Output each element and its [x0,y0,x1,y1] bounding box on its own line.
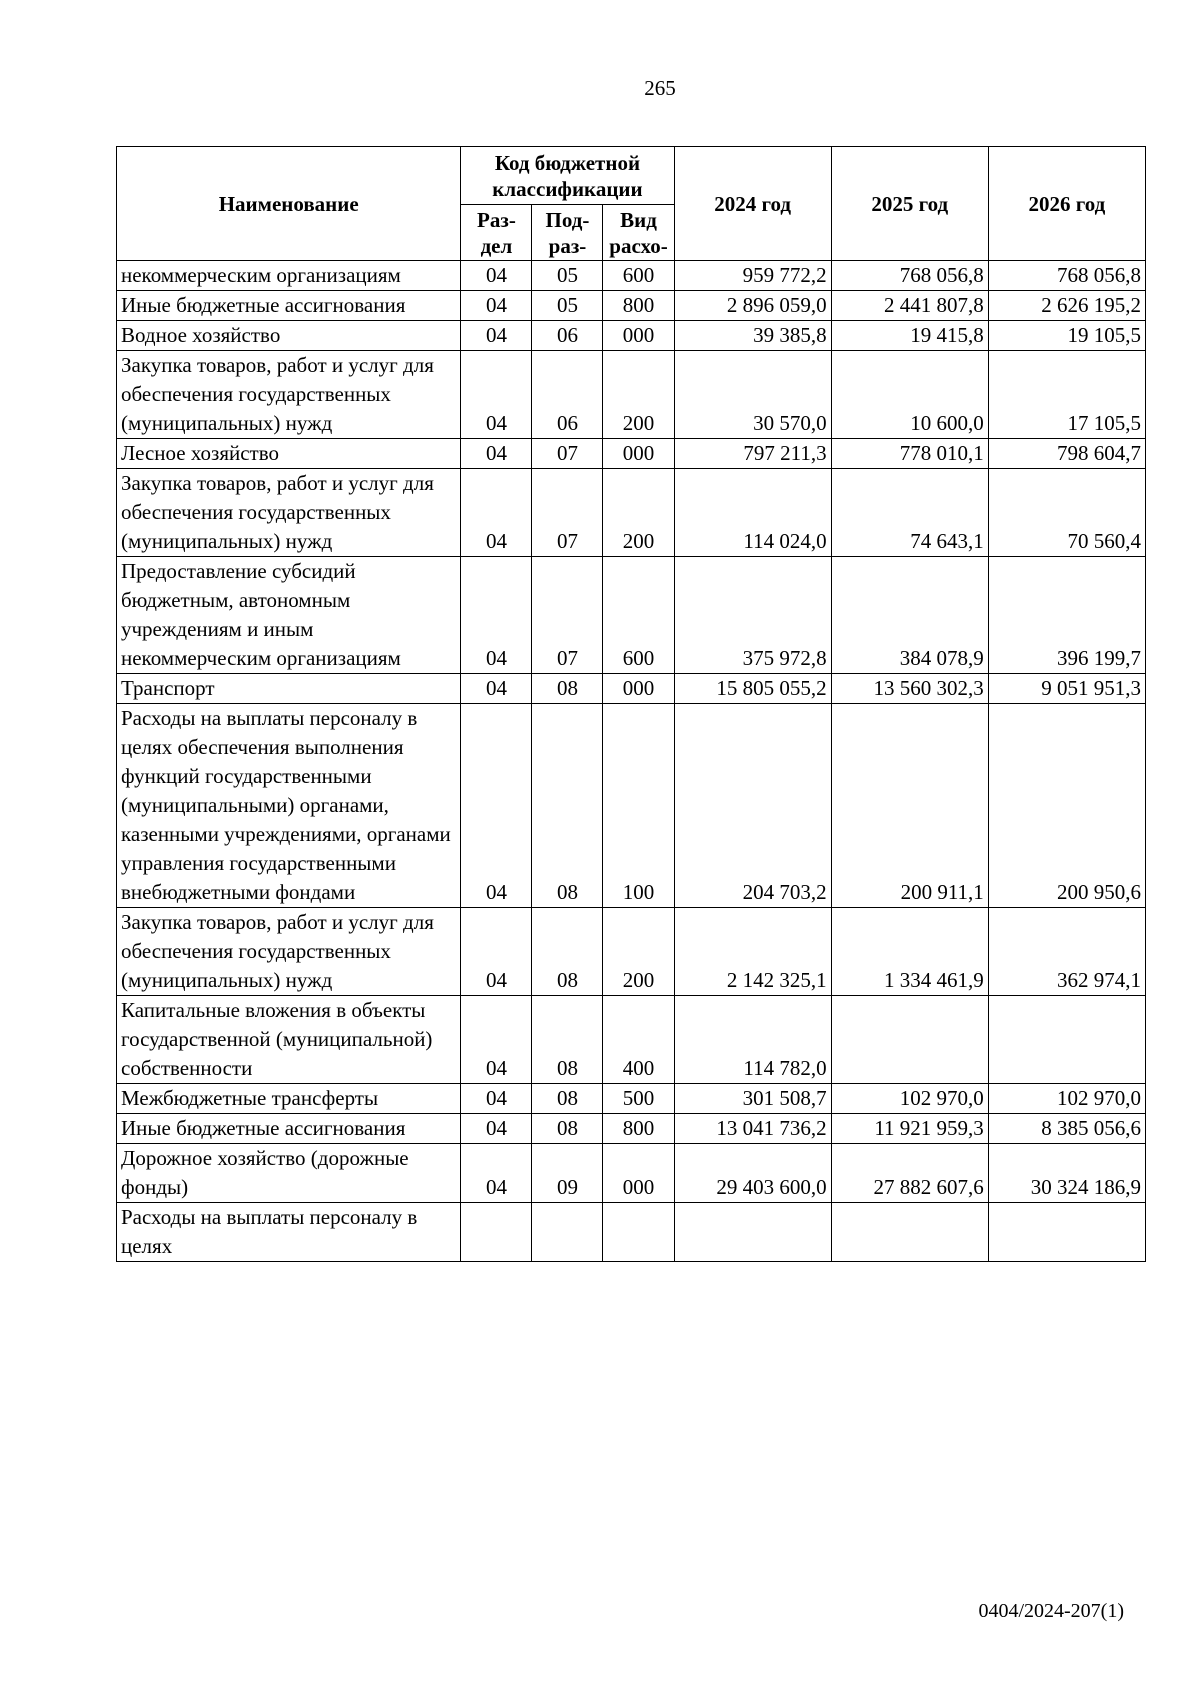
row-2025-cell: 1 334 461,9 [831,908,988,996]
row-2024-cell: 114 782,0 [674,996,831,1084]
row-section-cell: 04 [461,291,532,321]
row-name-cell: Межбюджетные трансферты [117,1084,461,1114]
row-type-cell: 600 [603,557,674,674]
row-section-cell: 04 [461,704,532,908]
row-2026-cell: 30 324 186,9 [988,1144,1145,1203]
table-row [117,908,1146,996]
row-name-cell: Расходы на выплаты персоналу в целях [117,1203,461,1262]
row-2024-cell: 30 570,0 [674,351,831,439]
row-type-cell: 200 [603,351,674,439]
header-2026: 2026 год [988,147,1145,261]
header-subsection: Под- раз- [532,205,603,261]
table-row [117,1144,1146,1203]
row-type-cell: 600 [603,261,674,291]
row-2024-cell: 39 385,8 [674,321,831,351]
row-name-cell: Расходы на выплаты персоналу в целях обеспечения выполнения функций государственными (муниципальными) органами, казенными учреждениями, органами управления государственными внебюджетными фондами [117,704,461,908]
row-section-cell [461,1203,532,1262]
row-section-cell: 04 [461,996,532,1084]
row-2024-cell: 29 403 600,0 [674,1144,831,1203]
row-subsection-cell [532,1203,603,1262]
row-2026-cell: 2 626 195,2 [988,291,1145,321]
row-2025-cell: 27 882 607,6 [831,1144,988,1203]
row-section-cell: 04 [461,321,532,351]
header-name: Наименование [117,147,461,261]
row-type-cell: 800 [603,291,674,321]
row-section-cell: 04 [461,908,532,996]
row-subsection-cell: 05 [532,291,603,321]
document-code: 0404/2024-207(1) [978,1600,1124,1622]
row-section-cell: 04 [461,469,532,557]
row-subsection-cell: 08 [532,674,603,704]
row-2026-cell: 19 105,5 [988,321,1145,351]
header-expense-type: Вид расхо- [603,205,674,261]
row-name-cell: Закупка товаров, работ и услуг для обеспечения государственных (муниципальных) нужд [117,469,461,557]
row-name-cell: Закупка товаров, работ и услуг для обеспечения государственных (муниципальных) нужд [117,908,461,996]
row-section-cell: 04 [461,439,532,469]
row-name-cell: Иные бюджетные ассигнования [117,1114,461,1144]
table-row [117,321,1146,351]
row-2026-cell: 798 604,7 [988,439,1145,469]
table-row [117,291,1146,321]
row-2026-cell: 200 950,6 [988,704,1145,908]
row-name-cell: Капитальные вложения в объекты государственной (муниципальной) собственности [117,996,461,1084]
row-2025-cell: 2 441 807,8 [831,291,988,321]
row-2024-cell: 114 024,0 [674,469,831,557]
row-type-cell: 200 [603,469,674,557]
row-2025-cell: 11 921 959,3 [831,1114,988,1144]
row-2026-cell: 70 560,4 [988,469,1145,557]
row-2024-cell: 204 703,2 [674,704,831,908]
row-name-cell: Закупка товаров, работ и услуг для обеспечения государственных (муниципальных) нужд [117,351,461,439]
table-row [117,469,1146,557]
row-2024-cell: 2 896 059,0 [674,291,831,321]
row-subsection-cell: 05 [532,261,603,291]
row-type-cell: 000 [603,321,674,351]
row-subsection-cell: 06 [532,321,603,351]
row-subsection-cell: 07 [532,557,603,674]
row-name-cell: Водное хозяйство [117,321,461,351]
row-2024-cell: 797 211,3 [674,439,831,469]
row-2026-cell: 8 385 056,6 [988,1114,1145,1144]
row-subsection-cell: 08 [532,908,603,996]
row-subsection-cell: 07 [532,439,603,469]
row-section-cell: 04 [461,261,532,291]
row-subsection-cell: 08 [532,1084,603,1114]
row-2026-cell: 362 974,1 [988,908,1145,996]
row-subsection-cell: 09 [532,1144,603,1203]
row-type-cell: 000 [603,1144,674,1203]
row-type-cell: 000 [603,674,674,704]
row-section-cell: 04 [461,351,532,439]
row-2025-cell: 10 600,0 [831,351,988,439]
row-name-cell: Дорожное хозяйство (дорожные фонды) [117,1144,461,1203]
table-row [117,1203,1146,1262]
row-name-cell: некоммерческим организациям [117,261,461,291]
row-2025-cell [831,1203,988,1262]
header-2025: 2025 год [831,147,988,261]
budget-table [116,146,1146,1262]
table-header [117,147,1146,261]
row-2026-cell: 17 105,5 [988,351,1145,439]
table-row [117,439,1146,469]
header-code-group: Код бюджетной классификации [461,147,674,205]
row-2025-cell: 102 970,0 [831,1084,988,1114]
row-type-cell: 400 [603,996,674,1084]
row-type-cell: 500 [603,1084,674,1114]
row-2026-cell: 396 199,7 [988,557,1145,674]
row-2024-cell: 15 805 055,2 [674,674,831,704]
row-2025-cell: 768 056,8 [831,261,988,291]
row-2025-cell: 74 643,1 [831,469,988,557]
row-2024-cell: 13 041 736,2 [674,1114,831,1144]
table-row [117,261,1146,291]
row-2024-cell: 375 972,8 [674,557,831,674]
row-section-cell: 04 [461,557,532,674]
page-number: 265 [644,76,676,100]
table-row [117,557,1146,674]
row-2025-cell: 778 010,1 [831,439,988,469]
table-body [117,261,1146,1262]
row-2025-cell: 13 560 302,3 [831,674,988,704]
row-2026-cell [988,996,1145,1084]
row-subsection-cell: 08 [532,996,603,1084]
table-row [117,1084,1146,1114]
header-section: Раз- дел [461,205,532,261]
header-2024: 2024 год [674,147,831,261]
table-row [117,704,1146,908]
row-type-cell: 800 [603,1114,674,1144]
row-2025-cell [831,996,988,1084]
row-section-cell: 04 [461,674,532,704]
row-section-cell: 04 [461,1144,532,1203]
table-row [117,674,1146,704]
row-section-cell: 04 [461,1084,532,1114]
row-2026-cell: 102 970,0 [988,1084,1145,1114]
row-subsection-cell: 08 [532,704,603,908]
row-name-cell: Предоставление субсидий бюджетным, автономным учреждениям и иным некоммерческим организациям [117,557,461,674]
row-type-cell: 100 [603,704,674,908]
row-type-cell: 000 [603,439,674,469]
row-2024-cell [674,1203,831,1262]
row-2026-cell: 9 051 951,3 [988,674,1145,704]
row-section-cell: 04 [461,1114,532,1144]
row-subsection-cell: 06 [532,351,603,439]
row-name-cell: Транспорт [117,674,461,704]
row-subsection-cell: 07 [532,469,603,557]
row-2024-cell: 959 772,2 [674,261,831,291]
row-2024-cell: 301 508,7 [674,1084,831,1114]
table-row [117,351,1146,439]
table-row [117,996,1146,1084]
row-type-cell: 200 [603,908,674,996]
row-name-cell: Лесное хозяйство [117,439,461,469]
row-2026-cell [988,1203,1145,1262]
row-name-cell: Иные бюджетные ассигнования [117,291,461,321]
row-2025-cell: 19 415,8 [831,321,988,351]
row-2026-cell: 768 056,8 [988,261,1145,291]
row-subsection-cell: 08 [532,1114,603,1144]
row-2024-cell: 2 142 325,1 [674,908,831,996]
row-2025-cell: 384 078,9 [831,557,988,674]
row-type-cell [603,1203,674,1262]
table-row [117,1114,1146,1144]
row-2025-cell: 200 911,1 [831,704,988,908]
